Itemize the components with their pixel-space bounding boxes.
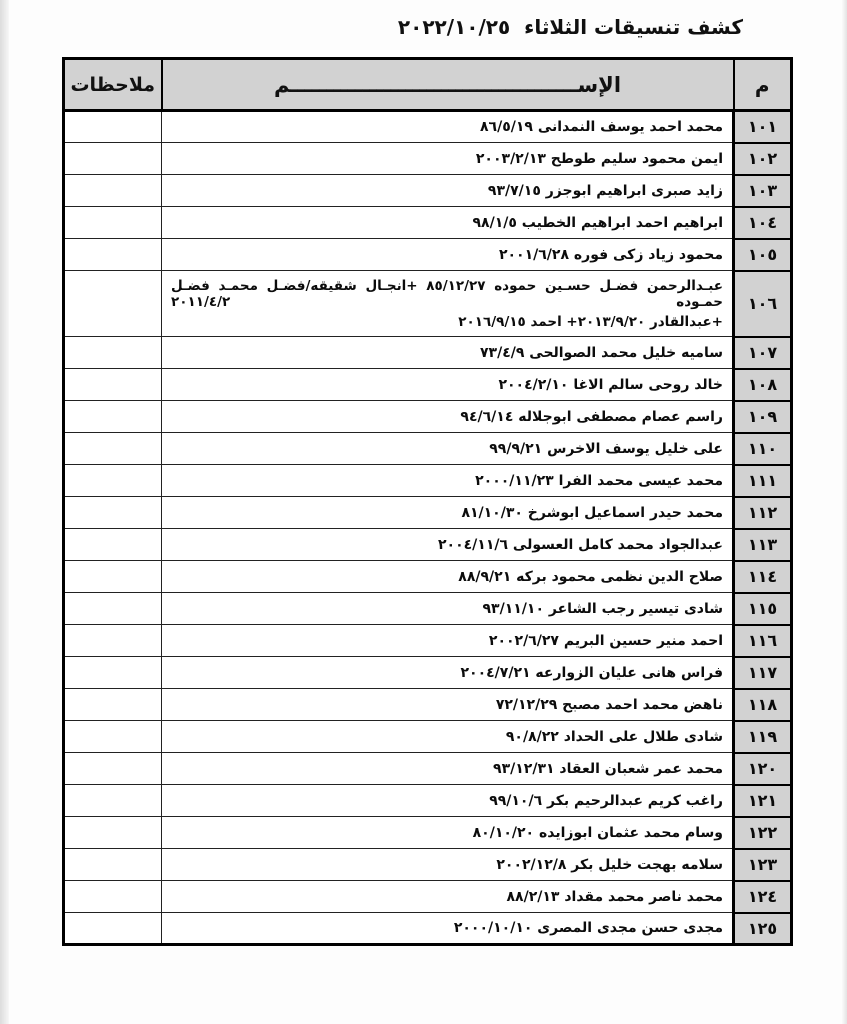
row-name-cell (162, 785, 734, 817)
table-row (64, 175, 792, 207)
row-name-cell (162, 657, 734, 689)
row-name-cell (162, 881, 734, 913)
row-number-cell: ١١٠ (734, 433, 792, 465)
table-row (64, 817, 792, 849)
row-notes-cell (64, 143, 162, 175)
row-number-cell: ١١٤ (734, 561, 792, 593)
table-row (64, 593, 792, 625)
table-row (64, 721, 792, 753)
row-number-cell: ١٢٠ (734, 753, 792, 785)
col-header-number: م (734, 59, 792, 111)
row-number-cell: ١١١ (734, 465, 792, 497)
row-number-cell: ١١٥ (734, 593, 792, 625)
row-name-line1: محمد عيسى محمد الفرا ٢٠٠٠/١١/٢٣ (475, 472, 723, 489)
row-name-cell (162, 239, 734, 271)
row-notes-cell (64, 337, 162, 369)
row-name-cell (162, 369, 734, 401)
row-number-cell: ١١٧ (734, 657, 792, 689)
table-row (64, 785, 792, 817)
row-notes-cell (64, 561, 162, 593)
row-name-cell (162, 497, 734, 529)
row-notes-cell (64, 175, 162, 207)
row-notes-cell (64, 785, 162, 817)
row-notes-cell (64, 369, 162, 401)
row-name-line1: شادى تيسير رجب الشاعر ٩٣/١١/١٠ (482, 600, 723, 617)
row-name-cell (162, 817, 734, 849)
row-name-cell (162, 401, 734, 433)
row-notes-cell (64, 207, 162, 239)
table-row (64, 689, 792, 721)
row-notes-cell (64, 657, 162, 689)
row-number-cell: ١٠٣ (734, 175, 792, 207)
row-number-cell: ١٢١ (734, 785, 792, 817)
table-row (64, 497, 792, 529)
coordination-table (62, 57, 793, 946)
row-number-cell: ١٠٦ (734, 271, 792, 337)
row-name-line1: مجدى حسن مجدى المصرى ٢٠٠٠/١٠/١٠ (453, 920, 723, 936)
row-name-cell (162, 175, 734, 207)
row-name-cell (162, 433, 734, 465)
row-name-line1: احمد منير حسين البريم ٢٠٠٢/٦/٢٧ (488, 632, 723, 649)
row-notes-cell (64, 497, 162, 529)
row-name-line1: وسام محمد عثمان ابوزايده ٨٠/١٠/٢٠ (472, 824, 723, 841)
row-name-cell (162, 689, 734, 721)
row-name-cell (162, 913, 734, 945)
row-name-line2: +عبدالقادر ٢٠١٣/٩/٢٠+ احمد ٢٠١٦/٩/١٥ (458, 313, 723, 330)
row-number-cell: ١١٣ (734, 529, 792, 561)
row-number-cell: ١١٢ (734, 497, 792, 529)
row-number-cell: ١٢٤ (734, 881, 792, 913)
row-number-cell: ١١٨ (734, 689, 792, 721)
table-row (64, 625, 792, 657)
row-name-cell (162, 465, 734, 497)
row-notes-cell (64, 689, 162, 721)
row-number-cell: ١٢٢ (734, 817, 792, 849)
table-row (64, 111, 792, 143)
row-name-line1: على خليل يوسف الاخرس ٩٩/٩/٢١ (489, 440, 723, 457)
row-name-line1: عبدالجواد محمد كامل العسولى ٢٠٠٤/١١/٦ (437, 536, 723, 553)
table-row (64, 337, 792, 369)
row-name-cell (162, 561, 734, 593)
page-title: كشف تنسيقات الثلاثاء ٢٠٢٢/١٠/٢٥ (397, 15, 743, 39)
row-name-line1: محمد احمد يوسف النمدانى ٨٦/٥/١٩ (480, 119, 723, 135)
row-notes-cell (64, 849, 162, 881)
row-number-cell: ١٠٢ (734, 143, 792, 175)
row-notes-cell (64, 433, 162, 465)
row-name-line1: راغب كريم عبدالرحيم بكر ٩٩/١٠/٦ (489, 792, 723, 809)
row-name-line1: محمد ناصر محمد مقداد ٨٨/٢/١٣ (506, 888, 723, 905)
row-notes-cell (64, 625, 162, 657)
row-number-cell: ١٠٤ (734, 207, 792, 239)
row-number-cell: ١٢٥ (734, 913, 792, 945)
table-row (64, 657, 792, 689)
page-edge-shadow-right (842, 0, 847, 1024)
table-row (64, 849, 792, 881)
row-name-cell (162, 207, 734, 239)
row-number-cell: ١٠٨ (734, 369, 792, 401)
row-name-line1: خالد روحى سالم الاغا ٢٠٠٤/٢/١٠ (498, 376, 723, 393)
table-row (64, 433, 792, 465)
row-name-cell (162, 271, 734, 337)
row-name-line1: محمد حيدر اسماعيل ابوشرخ ٨١/١٠/٣٠ (461, 504, 723, 521)
col-header-notes: ملاحظات (64, 59, 162, 111)
row-number-cell: ١٠١ (734, 111, 792, 143)
row-name-line1: محمود زياد زكى فوره ٢٠٠١/٦/٢٨ (498, 246, 723, 263)
row-name-line1: محمد عمر شعبان العقاد ٩٣/١٢/٣١ (493, 760, 723, 777)
row-notes-cell (64, 817, 162, 849)
table-row (64, 529, 792, 561)
row-notes-cell (64, 913, 162, 945)
row-notes-cell (64, 721, 162, 753)
row-notes-cell (64, 111, 162, 143)
row-notes-cell (64, 239, 162, 271)
row-name-line1: زايد صبرى ابراهيم ابوجزر ٩٣/٧/١٥ (487, 182, 723, 199)
row-name-line1: فراس هانى عليان الزوارعه ٢٠٠٤/٧/٢١ (460, 664, 723, 681)
table-row (64, 913, 792, 945)
row-name-cell (162, 111, 734, 143)
row-name-line1: صلاح الدين نظمى محمود بركه ٨٨/٩/٢١ (458, 568, 723, 585)
header-row (64, 59, 792, 111)
row-name-cell (162, 529, 734, 561)
row-name-line1: ساميه خليل محمد الصوالحى ٧٣/٤/٩ (480, 344, 723, 361)
table-row (64, 401, 792, 433)
row-notes-cell (64, 753, 162, 785)
table-row (64, 881, 792, 913)
row-name-cell (162, 337, 734, 369)
row-notes-cell (64, 529, 162, 561)
row-notes-cell (64, 271, 162, 337)
row-name-cell (162, 721, 734, 753)
table-row (64, 465, 792, 497)
row-notes-cell (64, 881, 162, 913)
row-name-line1: عبـدالرحمن فضـل حسـين حموده ٨٥/١٢/٢٧ +انجـال شقيقه/فضـل محمـد فضـل حمـوده ٢٠١١/٤/٢ (171, 277, 723, 310)
row-name-cell (162, 625, 734, 657)
row-name-line1: شادى طلال على الحداد ٩٠/٨/٢٢ (505, 728, 723, 745)
row-number-cell: ١١٩ (734, 721, 792, 753)
row-number-cell: ١٠٧ (734, 337, 792, 369)
row-name-cell (162, 753, 734, 785)
table-row (64, 207, 792, 239)
row-notes-cell (64, 593, 162, 625)
row-number-cell: ١٢٣ (734, 849, 792, 881)
row-name-cell (162, 593, 734, 625)
row-name-line1: سلامه بهجت خليل بكر ٢٠٠٢/١٢/٨ (496, 856, 723, 873)
row-notes-cell (64, 465, 162, 497)
table-row (64, 369, 792, 401)
table-row (64, 239, 792, 271)
col-header-name: الإســــــــــــــــــــــــــــــــــــــــم (162, 59, 734, 111)
row-name-line1: ايمن محمود سليم طوطح ٢٠٠٣/٢/١٣ (475, 150, 723, 167)
row-number-cell: ١٠٥ (734, 239, 792, 271)
row-number-cell: ١١٦ (734, 625, 792, 657)
table-row (64, 561, 792, 593)
row-name-cell (162, 143, 734, 175)
table-row (64, 143, 792, 175)
page-edge-shadow-left (0, 0, 9, 1024)
table-row (64, 753, 792, 785)
row-name-cell (162, 849, 734, 881)
table-row (64, 271, 792, 337)
row-number-cell: ١٠٩ (734, 401, 792, 433)
row-notes-cell (64, 401, 162, 433)
row-name-line1: ناهض محمد احمد مصبح ٧٢/١٢/٢٩ (495, 696, 723, 713)
row-name-line1: راسم عصام مصطفى ابوجلاله ٩٤/٦/١٤ (460, 408, 723, 425)
row-name-line1: ابراهيم احمد ابراهيم الخطيب ٩٨/١/٥ (472, 214, 723, 231)
